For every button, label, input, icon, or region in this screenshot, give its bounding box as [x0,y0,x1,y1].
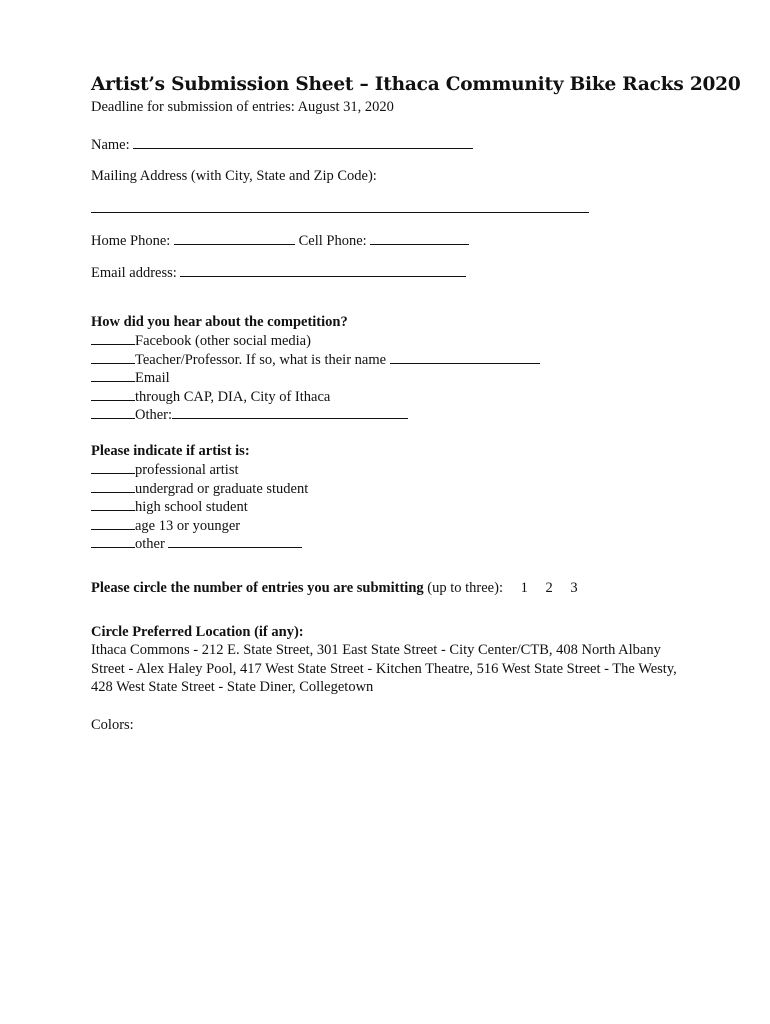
artist-checkbox-blank[interactable] [91,516,135,530]
hear-option-label: Facebook (other social media) [135,333,311,349]
artist-option-label: other [135,536,165,552]
name-row [91,135,473,154]
artist-option-label: professional artist [135,462,239,478]
cell-phone-label: Cell Phone: [298,233,367,249]
email-label: Email address: [91,265,177,281]
colors-label: Colors: [91,717,134,733]
hear-option [91,368,170,387]
hear-option-label: Email [135,370,170,386]
artist-option [91,479,308,498]
artist-option [91,516,240,535]
hear-option [91,331,311,350]
deadline-text: Deadline for submission of entries: August 31, 2020 [91,99,394,115]
location-list: Ithaca Commons - 212 E. State Street, 301 East State Street - City Center/CTB, 408 North Albany Street - Alex Haley Pool, 417 West State Street - Kitchen Theatre, 516 West State Street - The Westy, 428 West State Street - State Diner, Collegetown [91,642,677,696]
teacher-name-field[interactable] [390,350,540,364]
entries-prompt: Please circle the number of entries you are submitting [91,580,424,596]
artist-option [91,534,302,553]
hear-heading: How did you hear about the competition? [91,314,348,330]
name-field[interactable] [133,135,473,149]
artist-option [91,460,239,479]
hear-option-label: Other: [135,407,173,423]
email-row [91,263,466,282]
other-source-field[interactable] [172,405,408,419]
entries-limit: (up to three): [423,580,503,596]
entry-number-3[interactable]: 3 [570,580,578,596]
home-phone-label: Home Phone: [91,233,171,249]
hear-option [91,387,330,406]
entry-number-2[interactable]: 2 [545,580,553,596]
artist-checkbox-blank[interactable] [91,497,135,511]
home-phone-field[interactable] [174,231,295,245]
entries-row [91,579,578,597]
hear-option-label: Teacher/Professor. If so, what is their name [135,352,387,368]
phone-row [91,231,469,250]
email-field[interactable] [180,263,466,277]
address-label: Mailing Address (with City, State and Zip Code): [91,168,377,184]
address-field[interactable] [91,199,589,213]
hear-checkbox-blank[interactable] [91,405,135,419]
cell-phone-field[interactable] [370,231,469,245]
hear-option-label: through CAP, DIA, City of Ithaca [135,389,331,405]
artist-checkbox-blank[interactable] [91,479,135,493]
artist-option [91,497,248,516]
address-row [91,199,589,218]
artist-option-label: age 13 or younger [135,518,241,534]
artist-option-label: high school student [135,499,248,515]
hear-checkbox-blank[interactable] [91,331,135,345]
entry-number-1[interactable]: 1 [520,580,528,596]
artist-heading: Please indicate if artist is: [91,443,250,459]
hear-checkbox-blank[interactable] [91,368,135,382]
artist-other-field[interactable] [168,534,302,548]
artist-checkbox-blank[interactable] [91,460,135,474]
name-label: Name: [91,137,130,153]
hear-option [91,350,540,369]
artist-option-label: undergrad or graduate student [135,481,309,497]
document-title: Artist’s Submission Sheet – Ithaca Community Bike Racks 2020 [91,74,741,95]
entry-numbers [507,580,578,596]
location-heading: Circle Preferred Location (if any): [91,624,304,640]
artist-checkbox-blank[interactable] [91,534,135,548]
hear-option [91,405,408,424]
hear-checkbox-blank[interactable] [91,387,135,401]
hear-checkbox-blank[interactable] [91,350,135,364]
